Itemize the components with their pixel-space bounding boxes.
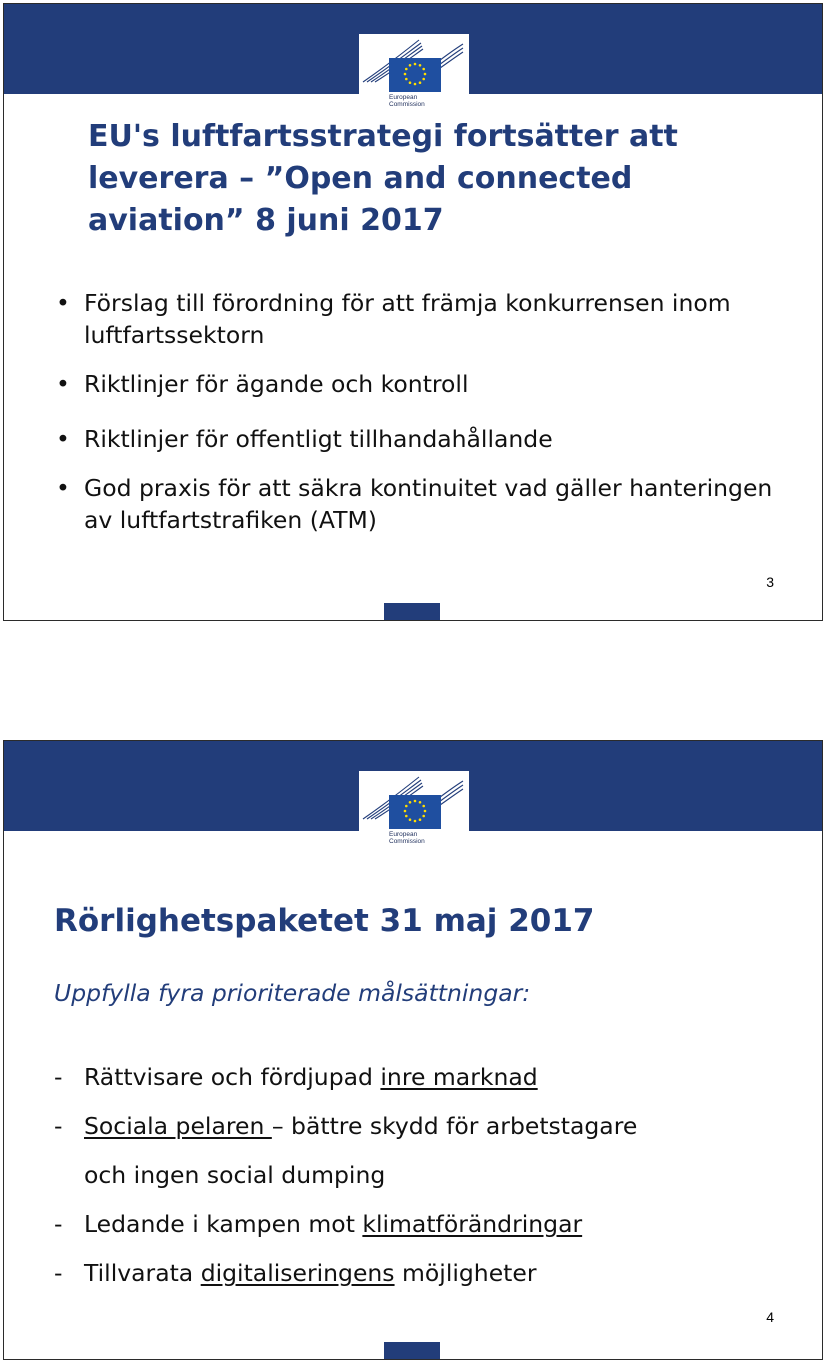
european-commission-logo bbox=[359, 771, 469, 859]
page-number: 3 bbox=[766, 574, 774, 590]
bullet-icon: • bbox=[56, 425, 70, 453]
bullet-icon: • bbox=[56, 289, 70, 317]
list-item: • Riktlinjer för offentligt tillhandahållande bbox=[56, 425, 553, 453]
logo-text-line-1: European bbox=[389, 831, 418, 838]
logo-text-line-2: Commission bbox=[389, 101, 425, 108]
slide-title: EU's luftfartsstrategi fortsätter att leverera – ”Open and connected aviation” 8 juni 2017 bbox=[88, 119, 678, 238]
slide-subtitle: Uppfylla fyra prioriterade målsättningar: bbox=[54, 979, 531, 1007]
slide-title: Rörlighetspaketet 31 maj 2017 bbox=[54, 903, 595, 939]
logo-text-line-2: Commission bbox=[389, 838, 425, 845]
list-item-continuation: och ingen social dumping bbox=[84, 1161, 386, 1189]
footer-bar bbox=[384, 1342, 440, 1359]
slide-3 bbox=[3, 3, 823, 621]
dash-icon: - bbox=[54, 1112, 63, 1140]
dash-icon: - bbox=[54, 1259, 63, 1287]
european-commission-logo bbox=[359, 34, 469, 122]
dash-icon: - bbox=[54, 1063, 63, 1091]
dash-icon: - bbox=[54, 1210, 63, 1238]
list-item: • God praxis för att säkra kontinuitet vad gäller hanteringen av luftfartstrafiken (ATM) bbox=[56, 474, 773, 534]
list-item: - Rättvisare och fördjupad inre marknad bbox=[54, 1053, 794, 1102]
page-number: 4 bbox=[766, 1309, 774, 1325]
underlined-link[interactable]: klimatförändringar bbox=[362, 1210, 583, 1238]
list-item: - Tillvarata digitaliseringens möjligheter bbox=[54, 1249, 794, 1298]
bullet-icon: • bbox=[56, 474, 70, 502]
footer-bar bbox=[384, 603, 440, 620]
underlined-link[interactable]: Sociala pelaren bbox=[84, 1112, 272, 1140]
dash-list bbox=[54, 1053, 794, 1298]
underlined-link[interactable]: inre marknad bbox=[380, 1063, 538, 1091]
list-item: - Sociala pelaren – bättre skydd för arbetstagare bbox=[54, 1102, 794, 1151]
list-item: - Ledande i kampen mot klimatförändringar bbox=[54, 1200, 794, 1249]
bullet-icon: • bbox=[56, 370, 70, 398]
berlaymont-building-icon bbox=[359, 34, 469, 94]
list-item: • Förslag till förordning för att främja konkurrensen inom luftfartssektorn bbox=[56, 289, 731, 349]
list-item: • Riktlinjer för ägande och kontroll bbox=[56, 370, 469, 398]
logo-text-line-1: European bbox=[389, 94, 418, 101]
slide-4 bbox=[3, 740, 823, 1360]
berlaymont-building-icon bbox=[359, 771, 469, 831]
underlined-link[interactable]: digitaliseringens bbox=[200, 1259, 395, 1287]
bullet-list bbox=[56, 287, 796, 536]
